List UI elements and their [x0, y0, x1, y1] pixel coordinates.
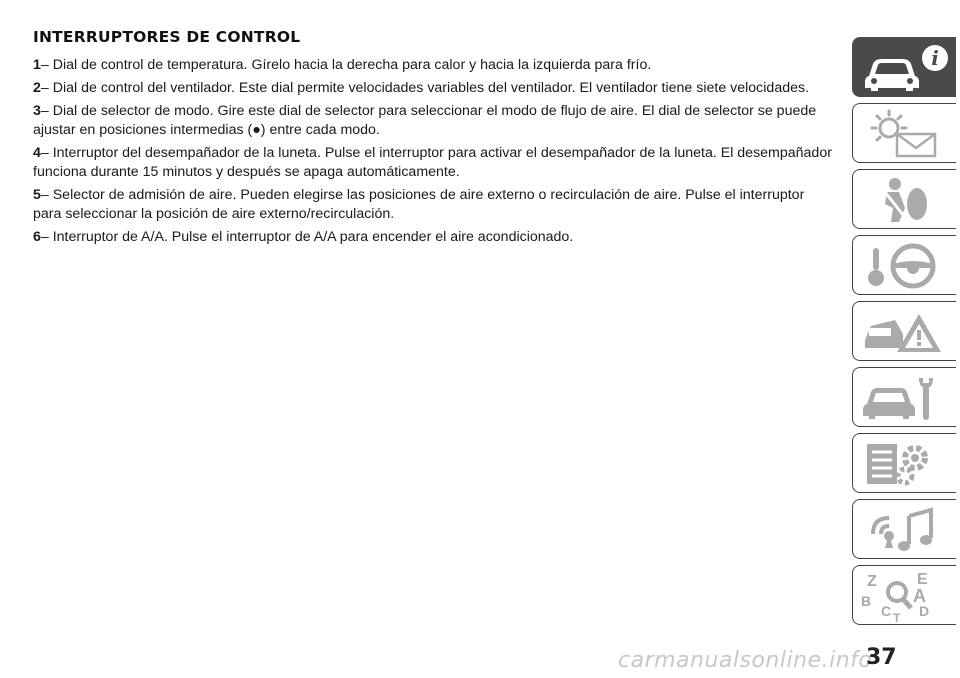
- item-text: – Interruptor del desempañador de la luneta. Pulse el interruptor para activar el desempañador de la luneta. El desempañador funciona durante 15 minutos y después se apaga automáticamente.: [33, 145, 832, 180]
- watermark: carmanualsonline.info: [618, 648, 873, 673]
- list-item: [33, 102, 833, 140]
- tab-index[interactable]: [852, 565, 956, 625]
- index-icon: [859, 570, 951, 622]
- index-letter: E: [917, 571, 928, 588]
- item-number: 6: [33, 229, 41, 245]
- tab-warning-lights[interactable]: [852, 103, 956, 163]
- index-letter: A: [913, 586, 926, 606]
- item-text: – Interruptor de A/A. Pulse el interruptor de A/A para encender el aire acondicionado.: [40, 229, 574, 245]
- warning-lights-icon: [859, 108, 951, 160]
- item-number: 2: [33, 80, 41, 96]
- car-info-icon: [859, 42, 951, 94]
- index-letter: T: [893, 611, 901, 622]
- index-letter: B: [861, 593, 872, 609]
- main-content: [33, 28, 833, 251]
- item-number: 1: [33, 57, 41, 73]
- item-number: 4: [33, 145, 41, 161]
- list-item: [33, 186, 833, 224]
- list-item: [33, 228, 833, 247]
- item-text: – Selector de admisión de aire. Pueden elegirse las posiciones de aire externo o recirculación de aire. Pulse el interruptor para seleccionar la posición de aire externo/recirculación.: [33, 187, 805, 222]
- tab-car-info[interactable]: [852, 37, 956, 97]
- item-number: 3: [33, 103, 41, 119]
- item-text: – Dial de selector de modo. Gire este dial de selector para seleccionar el modo de flujo de aire. El dial de selector se puede ajustar en posiciones intermedias (●) entre cada modo.: [33, 103, 817, 138]
- tab-technical-data[interactable]: [852, 433, 956, 493]
- page-number: 37: [866, 645, 897, 670]
- svg-text:i: i: [931, 46, 939, 70]
- airbag-safety-icon: [859, 174, 951, 226]
- list-item: [33, 79, 833, 98]
- item-text: – Dial de control de temperatura. Gírelo hacia la derecha para calor y hacia la izquierda para frío.: [40, 57, 652, 73]
- car-accident-icon: [859, 306, 951, 358]
- tab-maintenance[interactable]: [852, 367, 956, 427]
- tab-starting-driving[interactable]: [852, 235, 956, 295]
- steering-wheel-icon: [859, 240, 951, 292]
- index-letter: Z: [867, 573, 877, 590]
- tab-safety[interactable]: [852, 169, 956, 229]
- multimedia-icon: [859, 504, 951, 556]
- item-number: 5: [33, 187, 41, 203]
- list-item: [33, 56, 833, 75]
- tab-multimedia[interactable]: [852, 499, 956, 559]
- index-letter: C: [881, 603, 892, 619]
- section-title: INTERRUPTORES DE CONTROL: [33, 28, 301, 46]
- car-maintenance-icon: [859, 372, 951, 424]
- list-item: [33, 144, 833, 182]
- item-text: – Dial de control del ventilador. Este dial permite velocidades variables del ventilador. El ventilador tiene siete velocidades.: [40, 80, 810, 96]
- index-letter: D: [919, 603, 930, 619]
- technical-data-icon: [859, 438, 951, 490]
- tab-emergency[interactable]: [852, 301, 956, 361]
